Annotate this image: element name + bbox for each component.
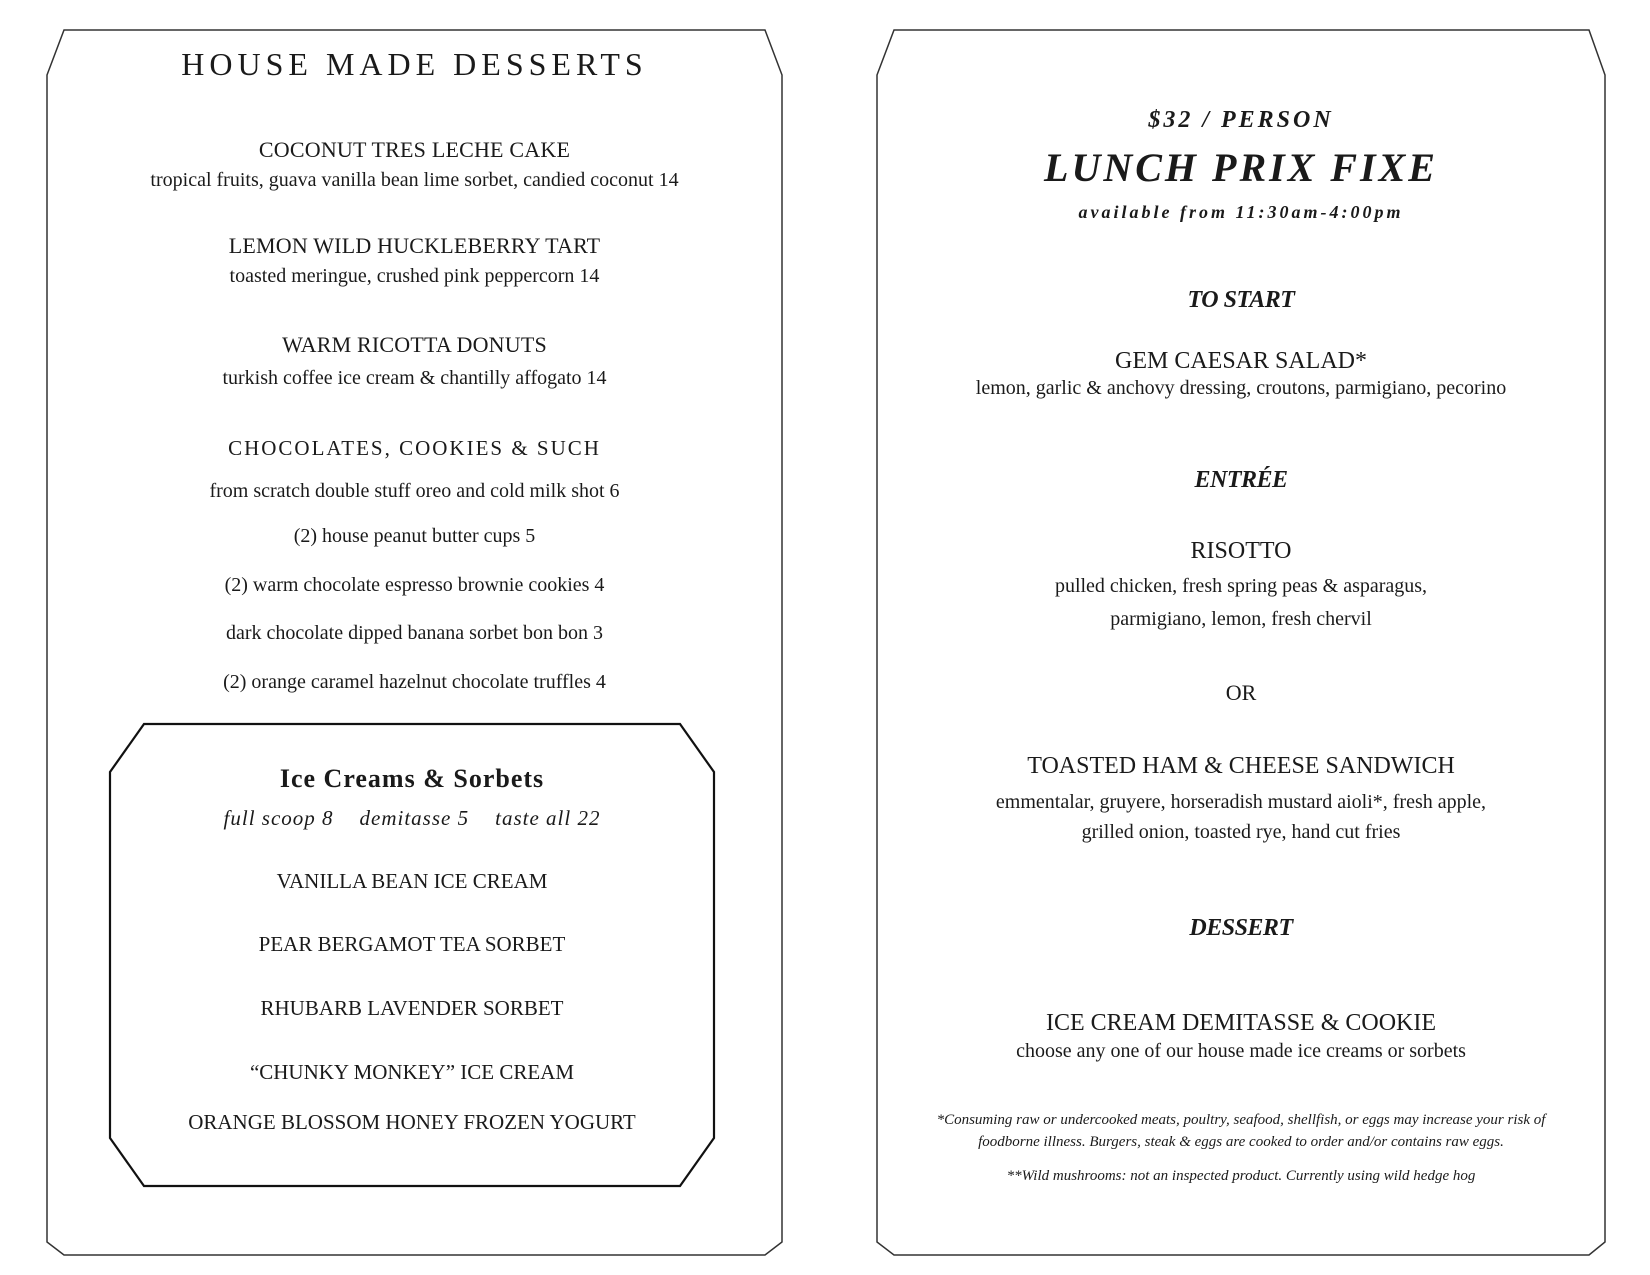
flavor-item: “CHUNKY MONKEY” ICE CREAM	[249, 1060, 575, 1084]
entree-option1-name: RISOTTO	[1190, 538, 1292, 564]
prix-fixe-availability: available from 11:30am-4:00pm	[1078, 202, 1404, 222]
dessert-item-desc: choose any one of our house made ice creams or sorbets	[1016, 1040, 1466, 1062]
price-full-scoop: full scoop 8	[223, 806, 334, 830]
entree-or-divider: OR	[1225, 680, 1257, 705]
dessert-item-desc: toasted meringue, crushed pink peppercorn 14	[229, 265, 600, 287]
dessert-item-desc: turkish coffee ice cream & chantilly affogato 14	[222, 367, 607, 389]
entree-option2-desc: grilled onion, toasted rye, hand cut fries	[1081, 821, 1401, 843]
section-heading-start: TO START	[1187, 287, 1295, 313]
disclaimer-raw-food: *Consuming raw or undercooked meats, poultry, seafood, shellfish, or eggs may increase your risk of	[936, 1112, 1546, 1128]
entree-option1-desc: pulled chicken, fresh spring peas & asparagus,	[1054, 575, 1428, 597]
dessert-item-name: ICE CREAM DEMITASSE & COOKIE	[1045, 1010, 1437, 1036]
chocolate-line: dark chocolate dipped banana sorbet bon bon 3	[225, 622, 604, 644]
flavor-item: RHUBARB LAVENDER SORBET	[260, 996, 564, 1020]
dessert-item-name: WARM RICOTTA DONUTS	[282, 332, 547, 357]
price-taste-all: taste all 22	[495, 806, 601, 830]
desserts-title: HOUSE MADE DESSERTS	[181, 46, 648, 82]
ice-cream-prices	[110, 806, 714, 831]
dessert-item-name: COCONUT TRES LECHE CAKE	[258, 137, 571, 162]
entree-option2-desc: emmentalar, gruyere, horseradish mustard aioli*, fresh apple,	[995, 791, 1487, 813]
disclaimer-wild-mushrooms: **Wild mushrooms: not an inspected product. Currently using wild hedge hog	[1006, 1168, 1476, 1184]
section-heading-dessert: DESSERT	[1189, 915, 1293, 941]
disclaimer-cooked-to-order: foodborne illness. Burgers, steak & eggs are cooked to order and/or contains raw eggs.	[978, 1134, 1504, 1150]
flavor-item: VANILLA BEAN ICE CREAM	[276, 869, 548, 893]
dessert-item-name: LEMON WILD HUCKLEBERRY TART	[228, 233, 601, 258]
entree-option2-name: TOASTED HAM & CHEESE SANDWICH	[1027, 753, 1455, 779]
flavor-item: PEAR BERGAMOT TEA SORBET	[258, 932, 566, 956]
ice-creams-heading: Ice Creams & Sorbets	[279, 764, 545, 793]
price-demitasse: demitasse 5	[359, 806, 470, 830]
chocolate-line: (2) orange caramel hazelnut chocolate truffles 4	[223, 671, 606, 693]
chocolate-line: (2) house peanut butter cups 5	[293, 525, 536, 547]
prix-fixe-price: $32 / PERSON	[1148, 107, 1334, 133]
chocolates-heading: CHOCOLATES, COOKIES & SUCH	[228, 436, 601, 460]
chocolate-line: from scratch double stuff oreo and cold milk shot 6	[209, 480, 620, 502]
dessert-item-desc: tropical fruits, guava vanilla bean lime sorbet, candied coconut 14	[150, 169, 679, 191]
start-item-name: GEM CAESAR SALAD*	[1114, 348, 1368, 374]
start-item-desc: lemon, garlic & anchovy dressing, croutons, parmigiano, pecorino	[975, 377, 1507, 399]
entree-option1-desc: parmigiano, lemon, fresh chervil	[1110, 608, 1372, 630]
flavor-item: ORANGE BLOSSOM HONEY FROZEN YOGURT	[188, 1110, 636, 1134]
section-heading-entree: ENTRÉE	[1194, 467, 1288, 493]
prix-fixe-title: LUNCH PRIX FIXE	[1044, 145, 1438, 190]
chocolate-line: (2) warm chocolate espresso brownie cookies 4	[224, 574, 605, 596]
